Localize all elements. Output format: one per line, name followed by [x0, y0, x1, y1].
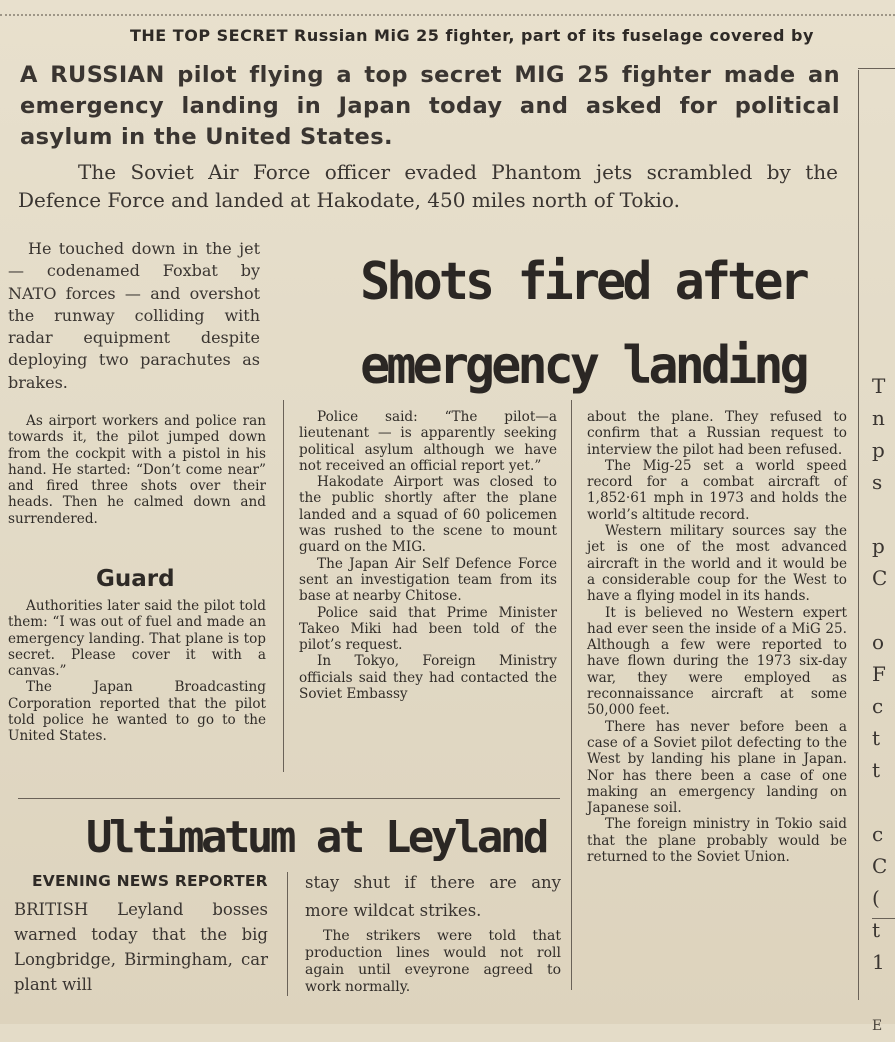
column-rule-1 [283, 400, 284, 772]
col2-paragraph-4: Police said that Prime Minister Takeo Miki had been told of the pilot’s request. [299, 604, 557, 654]
fragment-char: c [872, 694, 884, 718]
photo-caption: THE TOP SECRET Russian MiG 25 fighter, part of its fuselage covered by [130, 26, 814, 45]
leyland-column-2-large [305, 869, 561, 925]
main-headline [357, 240, 808, 408]
fragment-char: p [872, 534, 885, 558]
main-column-1-lower [8, 598, 266, 745]
main-column-3 [587, 409, 847, 865]
column-rule-2 [571, 400, 572, 990]
adjacent-column-fragments [872, 370, 895, 1042]
fragment-char: t [872, 726, 881, 750]
leyland-column-2-body [305, 928, 561, 996]
main-headline-line1: Shots fired after [360, 252, 806, 312]
intro-text: The Soviet Air Force officer evaded Phantom jets scrambled by the Defence Force and landed at Hakodate, 450 miles north of Tokio. [18, 160, 838, 212]
fragment-char: t [872, 758, 881, 782]
fragment-char [872, 594, 895, 626]
fragment-char: ( [872, 886, 880, 910]
col2-paragraph-5: In Tokyo, Foreign Ministry officials said they had contacted the Soviet Embassy [299, 653, 557, 703]
fragment-char: E [872, 1018, 883, 1034]
intro-paragraph [18, 158, 838, 214]
main-headline-line2: emergency landing [360, 336, 806, 396]
col3-paragraph-2: The Mig-25 set a world speed record for a combat aircraft of 1,852·61 mph in 1973 and holds the world’s altitude record. [587, 457, 847, 523]
main-column-2 [299, 409, 557, 702]
col3-paragraph-1: about the plane. They refused to confirm that a Russian request to interview the pilot had been refused. [587, 409, 847, 458]
col1-large-text: He touched down in the jet — codenamed Foxbat by NATO forces — and overshot the runway colliding with radar equipment despite deploying two parachutes as brakes. [8, 239, 260, 392]
section-rule [18, 798, 560, 799]
column-rule-3 [858, 70, 859, 1000]
fragment-char: s [872, 470, 883, 494]
leyland-column-1 [14, 897, 268, 997]
main-column-1-body [8, 413, 266, 527]
fragment-char: 1 [872, 950, 885, 974]
main-column-1-large [8, 238, 260, 394]
fragment-char: o [872, 630, 885, 654]
fragment-char [872, 786, 895, 818]
fragment-char: C [872, 566, 888, 590]
col3-paragraph-5: There has never before been a case of a Soviet pilot defecting to the West by landing his plane in Japan. Nor has there been a case of one making an emergency landing on Japanese soil. [587, 718, 847, 817]
fragment-char: T [872, 374, 886, 398]
leyland-col1-text: BRITISH Leyland bosses warned today that the big Longbridge, Birmingham, car plant will [14, 900, 268, 994]
subhead-guard: Guard [96, 566, 175, 592]
top-border-rule [0, 0, 895, 16]
col2-paragraph-1: Police said: “The pilot—a lieutenant — is apparently seeking political asylum although we have not received an official report yet.” [299, 409, 557, 474]
column-rule-4 [287, 872, 288, 996]
col1-paragraph-3: Authorities later said the pilot told them: “I was out of fuel and made an emergency landing. That plane is top secret. Please cover it with a canvas.” [8, 598, 266, 680]
fragment-char: t [872, 918, 881, 942]
col1-paragraph-4: The Japan Broadcasting Corporation reported that the pilot told police he wanted to go to the United States. [8, 679, 266, 745]
fragment-char: C [872, 854, 888, 878]
top-right-rule [858, 68, 895, 69]
fragment-char [872, 498, 895, 530]
col3-paragraph-6: The foreign ministry in Tokio said that the plane probably would be returned to the Soviet Union. [587, 816, 847, 866]
fragment-char: F [872, 662, 886, 686]
leyland-col2-paragraph-1: stay shut if there are any more wildcat strikes. [305, 873, 561, 920]
fragment-char [872, 978, 895, 1010]
leyland-col2-paragraph-2: The strikers were told that production lines would not roll again until eveyrone agreed to work normally. [305, 928, 561, 995]
col2-paragraph-2: Hakodate Airport was closed to the public shortly after the plane landed and a squad of 60 policemen was rushed to the scene to mount guard on the MIG. [299, 474, 557, 556]
fragment-char: p [872, 438, 885, 462]
lead-paragraph: A RUSSIAN pilot flying a top secret MIG 25 fighter made an emergency landing in Japan today and asked for political asylum in the United States. [20, 62, 840, 150]
leyland-byline: EVENING NEWS REPORTER [32, 872, 268, 890]
col2-paragraph-3: The Japan Air Self Defence Force sent an investigation team from its base at nearby Chitose. [299, 555, 557, 605]
col1-paragraph-2: As airport workers and police ran towards it, the pilot jumped down from the cockpit with a pistol in his hand. He started: “Don’t come near” and fired three shots over their heads. Then he calmed down and surrendered. [8, 413, 266, 527]
fragment-char: n [872, 406, 885, 430]
leyland-headline: Ultimatum at Leyland [86, 812, 546, 863]
fragment-char: c [872, 822, 884, 846]
col3-paragraph-3: Western military sources say the jet is one of the most advanced aircraft in the world and it would be a considerable coup for the West to have a flying model in its hands. [587, 523, 847, 605]
col3-paragraph-4: It is believed no Western expert had ever seen the inside of a MiG 25. Although a few were reported to have flown during the 1973 six-day war, they were employed as reconnaissance aircraft at some 50,000 feet. [587, 604, 847, 719]
